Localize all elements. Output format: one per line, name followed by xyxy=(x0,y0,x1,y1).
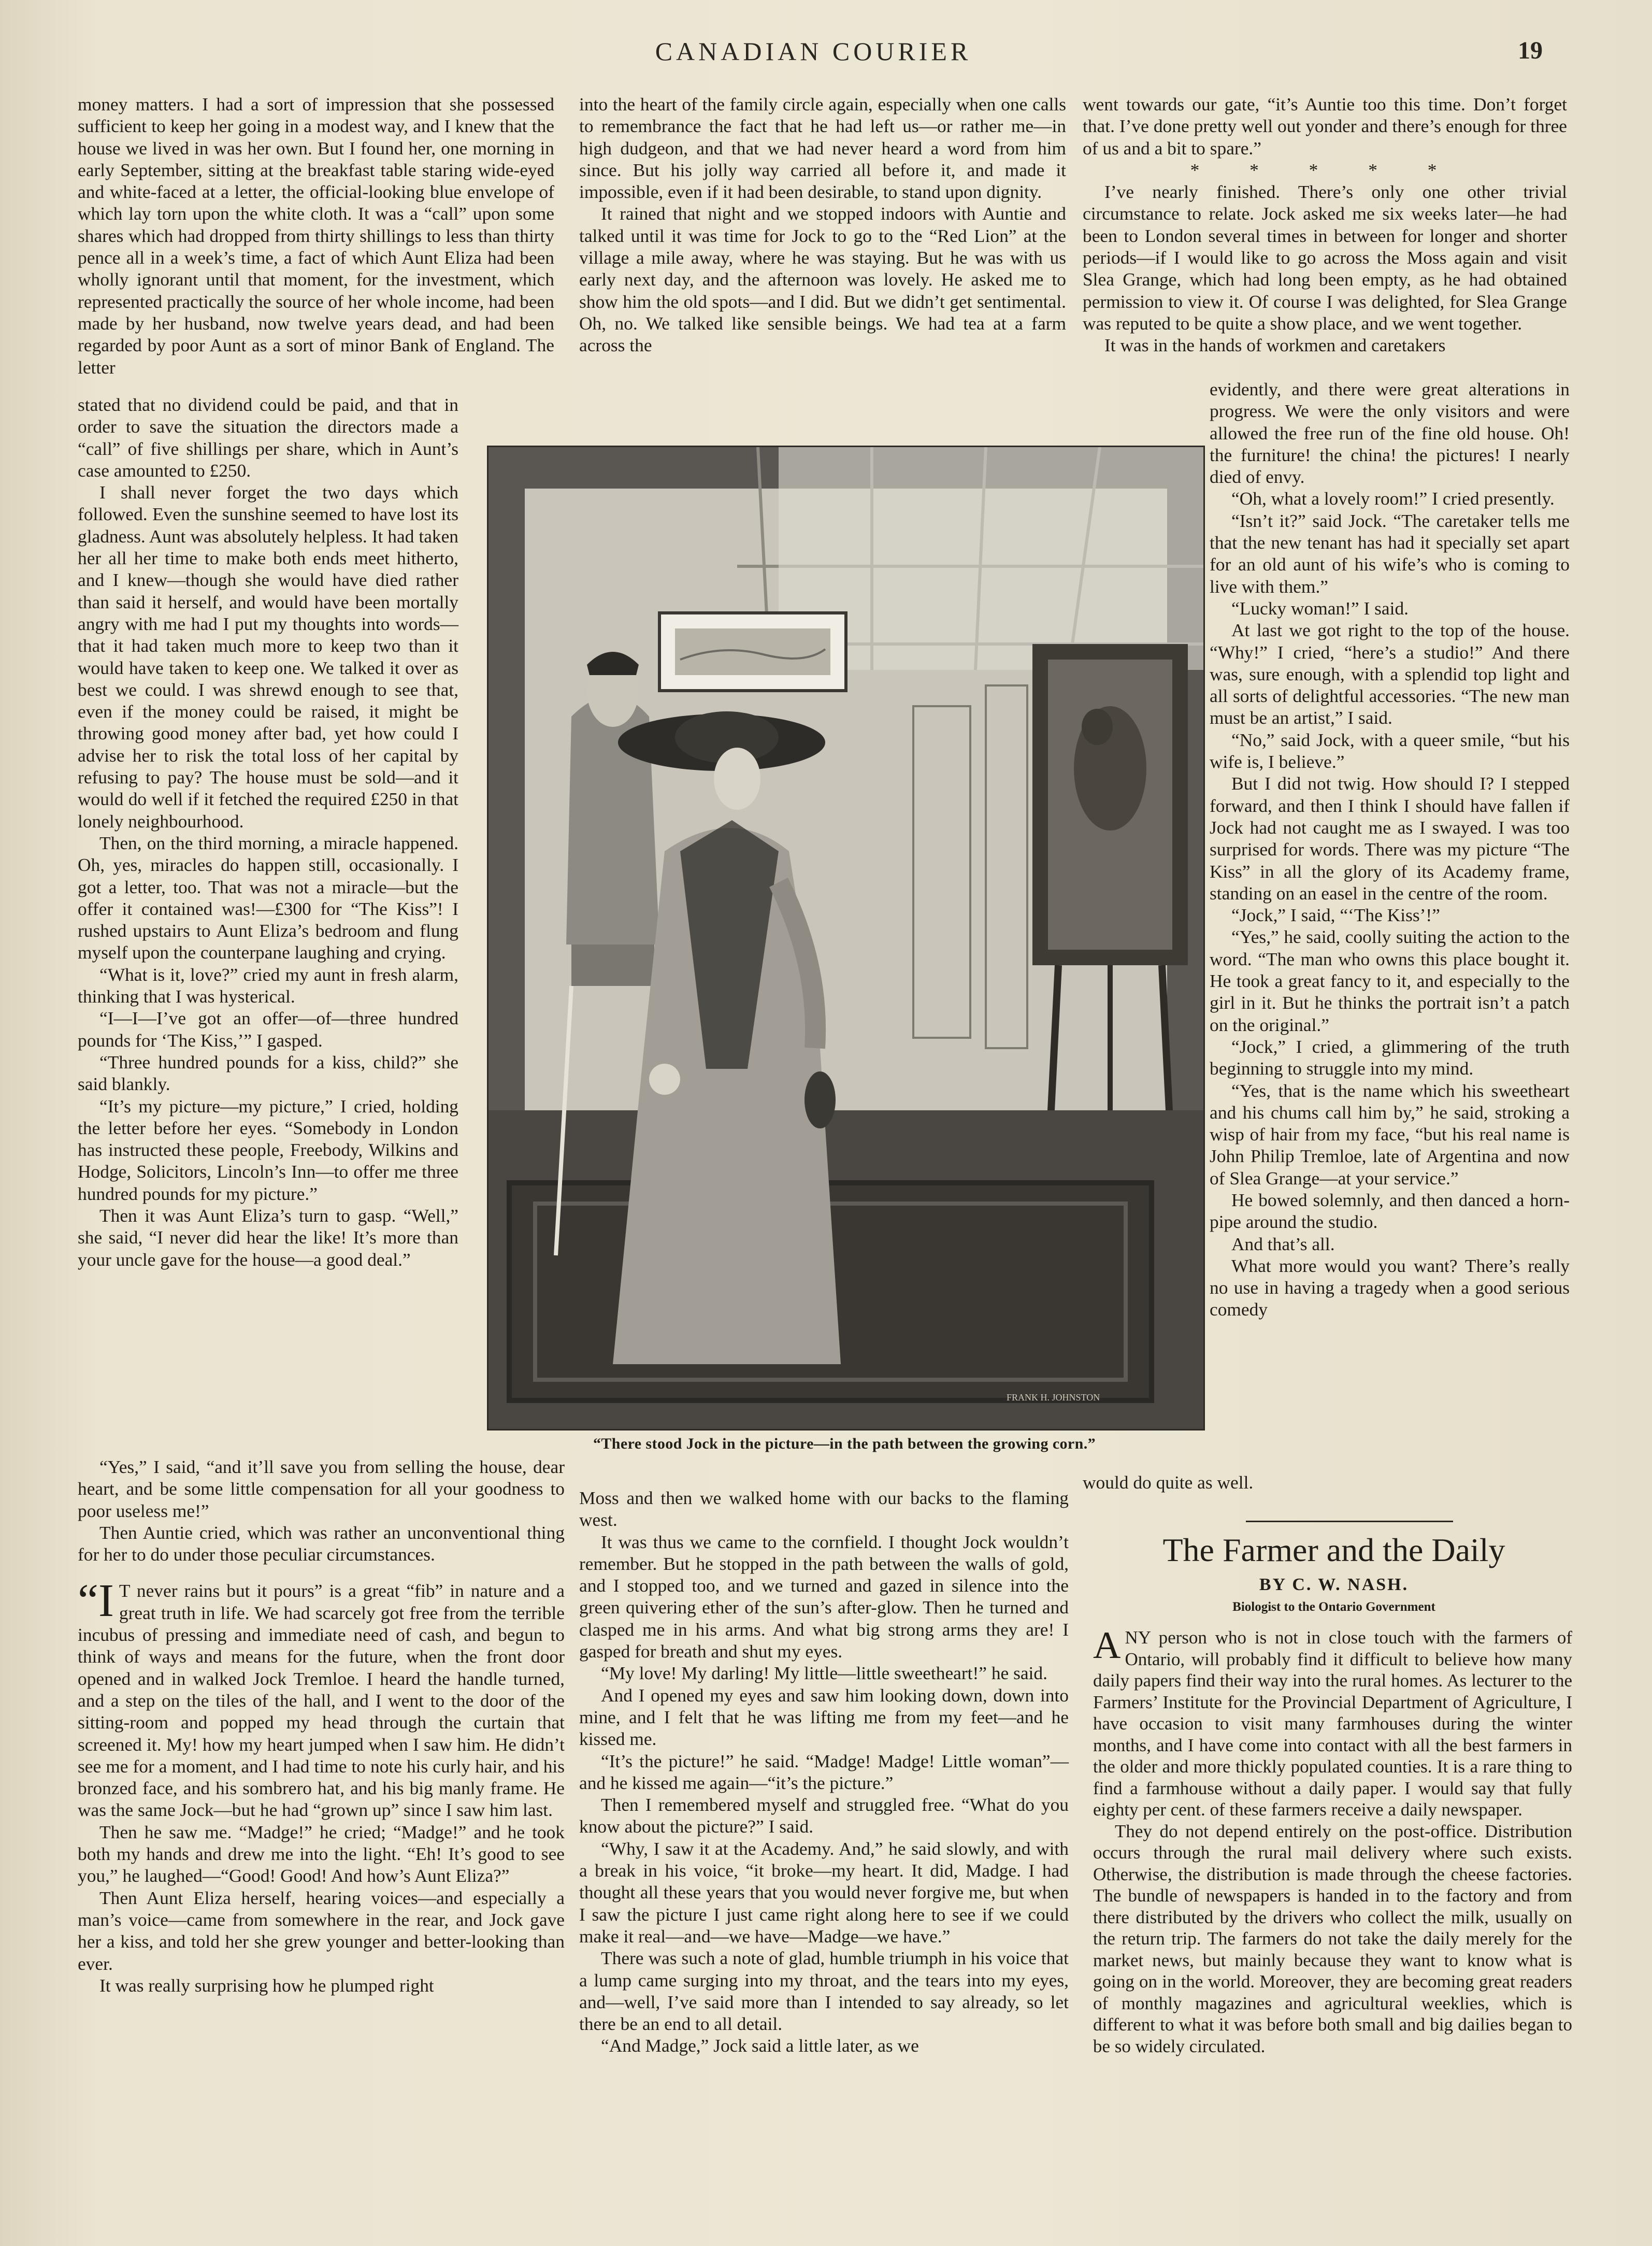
paragraph: “Isn’t it?” said Jock. “The caretaker tells me that the new tenant has had it specially set apart for an old aunt of his wife’s who is coming to live with them.” xyxy=(1210,510,1570,597)
story-column-2-bottom xyxy=(579,1487,1069,2150)
paragraph: evidently, and there were great alterations in progress. We were the only visitors and were allowed the free run of the fine old house. Oh! the furniture! the china! the pictures! I nearly died of envy. xyxy=(1210,379,1570,488)
paragraph: “Yes,” he said, coolly suiting the action to the word. “The man who owns this place bought it. He took a great fancy to it, and especially to the girl in it. But he thinks the portrait isn’t a patch on the original.” xyxy=(1210,926,1570,1035)
publication-title: CANADIAN COURIER xyxy=(655,37,972,66)
paragraph: And I opened my eyes and saw him looking down, down into mine, and I felt that he was lifting me from my feet—and he kissed me. xyxy=(579,1684,1069,1750)
story-column-1-middle xyxy=(78,394,458,1456)
paragraph: “Three hundred pounds for a kiss, child?” she said blankly. xyxy=(78,1051,458,1095)
paragraph: What more would you want? There’s really no use in having a tragedy when a good serious comedy xyxy=(1210,1255,1570,1320)
section-opening-paragraph xyxy=(78,1575,565,1821)
paragraph-text: NY person who is not in close touch with the farmers of Ontario, will probably find it difficult to believe how many daily papers find their way into the rural homes. As lecturer to the Farmers’ Institute for the Provincial Department of Agriculture, I have occasion to visit many farmhouses during the winter months, and I have come into contact with all the best farmers in the older and more thickly populated counties. It is a rare thing to find a farmhouse without a daily paper. I would say that fully eighty per cent. of these farmers receive a daily newspaper. xyxy=(1093,1627,1572,1820)
paragraph: Then, on the third morning, a miracle happened. Oh, yes, miracles do happen still, occasionally. I got a letter, too. That was not a miracle—but the offer it contained was!—£300 for “The Kiss”! I rushed upstairs to Aunt Eliza’s bedroom and flung myself upon the counterpane laughing and crying. xyxy=(78,832,458,963)
story-column-2-top xyxy=(579,93,1066,404)
paragraph: would do quite as well. xyxy=(1083,1472,1254,1493)
paragraph: And that’s all. xyxy=(1231,1233,1335,1254)
story-column-1-bottom xyxy=(78,1456,565,2145)
article-divider xyxy=(1246,1521,1453,1522)
article-author-credential: Biologist to the Ontario Government xyxy=(1232,1600,1435,1614)
paragraph: money matters. I had a sort of impression that she possessed sufficient to keep her going in a modest way, and I knew that the house we lived in was her own. But I found her, one morning in early September, sitting at the breakfast table staring wide-eyed and white-faced at a letter, the official-looking blue envelope of which lay torn upon the white cloth. It was a “call” upon some shares which had dropped from thirty shillings to less than thirty pence all in a week’s time, a fact of which Aunt Eliza had been wholly ignorant until that moment, for the investment, which represented practically the source of her whole income, had been made by her husband, now twelve years dead, and had been regarded by poor Aunt as a sort of minor Bank of England. The letter xyxy=(78,94,554,378)
story-column-3-end xyxy=(1083,1471,1572,1534)
paragraph: “Lucky woman!” I said. xyxy=(1231,597,1409,619)
story-column-3-top xyxy=(1083,93,1567,383)
drop-cap: A xyxy=(1093,1624,1121,1667)
paragraph: “What is it, love?” cried my aunt in fresh alarm, thinking that I was hysterical. xyxy=(78,964,458,1007)
story-column-1-top xyxy=(78,93,554,394)
paragraph: It rained that night and we stopped indoors with Auntie and talked until it was time for Jock to go to the “Red Lion” at the village a mile away, where he was staying. But he was with us early next day, and the afternoon was lovely. He asked me to show him the old spots—and I did. But we didn’t get sentimental. Oh, no. We talked like sensible beings. We had tea at a farm across the xyxy=(579,203,1066,356)
large-opening-quote: “I xyxy=(78,1575,114,1627)
paragraph: It was thus we came to the cornfield. I thought Jock wouldn’t remember. But he stopped in the path between the walls of gold, and I stopped too, and we turned and gazed in silence into the green quivering ether of the sun’s after-glow. Then he turned and clasped me in his arms. And what big strong arms they are! I gasped for breath and shut my eyes. xyxy=(579,1531,1069,1662)
paragraph: Moss and then we walked home with our backs to the flaming west. xyxy=(579,1487,1069,1530)
paragraph: “It’s the picture!” he said. “Madge! Madge! Little woman”—and he kissed me again—“it’s the picture.” xyxy=(579,1750,1069,1793)
article-body xyxy=(1093,1624,1572,2155)
paragraph: It was really surprising how he plumped right xyxy=(99,1975,434,1996)
paragraph: went towards our gate, “it’s Auntie too this time. Don’t forget that. I’ve done pretty well out yonder and there’s enough for three of us and a bit to spare.” xyxy=(1083,94,1567,159)
paragraph-text: T never rains but it pours” is a great “fib” in nature and a great truth in life. We had scarcely got free from the terrible incubus of pressing and immediate need of cash, and begun to think of ways and means for the future, when the front door opened and in walked Jock Tremloe. I heard the handle turned, and a step on the tiles of the hall, and I went to the door of the sitting-room and popped my head through the curtain that screened it. My! how my heart jumped when I saw him. He didn’t see me for a moment, and I had time to note his curly hair, and his bronzed face, and his sombrero hat, and his big manly frame. He was the same Jock—but he had “grown up” since I saw him last. xyxy=(78,1580,565,1821)
paragraph: “My love! My darling! My little—little sweetheart!” he said. xyxy=(601,1663,1047,1684)
page-header xyxy=(0,36,1652,78)
paragraph: I’ve nearly finished. There’s only one other trivial circumstance to relate. Jock asked me six weeks later—he had been to London several times in between for longer and shorter periods—if I would like to go across the Moss again and visit Slea Grange, which had long been empty, as he had obtained permission to view it. Of course I was delighted, for Slea Grange was reputed to be quite a show place, and we went together. xyxy=(1083,181,1567,334)
story-column-3-middle xyxy=(1210,378,1570,1471)
paragraph: It was in the hands of workmen and caretakers xyxy=(1104,335,1446,356)
paragraph: At last we got right to the top of the house. “Why!” I cried, “here’s a studio!” And there was, sure enough, with a splendid top light and all sorts of delightful accessories. “The new man must be an artist,” I said. xyxy=(1210,620,1570,728)
paragraph: “It’s my picture—my picture,” I cried, holding the letter before her eyes. “Somebody in London has instructed these people, Freebody, Wilkins and Hodge, Solicitors, Lincoln’s Inn—to offer me three hundred pounds for my picture.” xyxy=(78,1095,458,1204)
paragraph: There was such a note of glad, humble triumph in his voice that a lump came surging into my throat, and the tears into my eyes, and—well, I’ve said more than I intended to say already, so let there be an end to all detail. xyxy=(579,1948,1069,2035)
paragraph: “And Madge,” Jock said a little later, as we xyxy=(601,2035,919,2056)
paragraph: “No,” said Jock, with a queer smile, “but his wife is, I believe.” xyxy=(1210,729,1570,772)
article-first-paragraph xyxy=(1093,1624,1572,1821)
paragraph: I shall never forget the two days which followed. Even the sunshine seemed to have lost its gladness. Aunt was absolutely helpless. It had taken her all her time to make both ends meet hitherto, and I knew—though she would have died rather than said it herself, and would have been mortally angry with me had I put my thoughts into words—that it had taken much more to keep two than it would have taken to keep one. We talked it over as best we could. I was shrewd enough to see that, even if the money could be raised, it might be throwing good money after bad, yet how could I advise her to risk the total loss of her capital by refusing to pay? The house must be sold—and it would do well if it fetched the required £250 in that lonely neighbourhood. xyxy=(78,482,458,832)
paragraph: “Why, I saw it at the Academy. And,” he said slowly, and with a break in his voice, “it broke—my heart. It did, Madge. I had thought all these years that you would never forgive me, but when I saw the picture I just came right along here to see if we could make it real—and—we have—Madge—we have.” xyxy=(579,1838,1069,1947)
article-title: The Farmer and the Daily xyxy=(1162,1532,1505,1568)
illustrator-signature: FRANK H. JOHNSTON xyxy=(1007,1392,1100,1403)
paragraph: stated that no dividend could be paid, and that in order to save the situation the directors made a “call” of five shillings per share, which in Aunt’s case amounted to £250. xyxy=(78,394,458,481)
paragraph: “Yes, that is the name which his sweetheart and his chums call him by,” he said, stroking a wisp of hair from my face, “but his real name is John Philip Tremloe, late of Argentina and now of Slea Grange—at your service.” xyxy=(1210,1080,1570,1189)
paragraph: “Oh, what a lovely room!” I cried presently. xyxy=(1231,488,1555,509)
paragraph: Then Auntie cried, which was rather an unconventional thing for her to do under those peculiar circumstances. xyxy=(78,1522,565,1565)
page-number: 19 xyxy=(1518,37,1543,64)
paragraph: “Yes,” I said, “and it’ll save you from selling the house, dear heart, and be some little compensation for all your goodness to poor useless me!” xyxy=(78,1456,565,1521)
paragraph: But I did not twig. How should I? I stepped forward, and then I think I should have fallen if Jock had not caught me as I swayed. I was too surprised for words. There was my picture “The Kiss” in all the glory of its Academy frame, standing on an easel in the centre of the room. xyxy=(1210,773,1570,904)
paragraph: Then it was Aunt Eliza’s turn to gasp. “Well,” she said, “I never did hear the like! It’s more than your uncle gave for the house—a good deal.” xyxy=(78,1205,458,1270)
illustration-drawing xyxy=(489,447,1203,1429)
paragraph: They do not depend entirely on the post-office. Distribution occurs through the rural mail delivery where such exists. Otherwise, the distribution is made through the cheese factories. The bundle of newspapers is handed in to the factory and from there distributed by the drivers who collect the milk, usually on the return trip. The farmers do not take the daily merely for the market news, but mainly because they want to know what is going on in the world. Moreover, they are becoming great readers of monthly magazines and agricultural weeklies, which is different to what it was before both small and big dailies began to be so widely circulated. xyxy=(1093,1821,1572,2056)
section-break-stars: * * * * * xyxy=(1190,159,1460,180)
paragraph: “I—I—I’ve got an offer—of—three hundred pounds for ‘The Kiss,’” I gasped. xyxy=(78,1008,458,1051)
paragraph: into the heart of the family circle again, especially when one calls to remembrance the fact that he had left us—or rather me—in high dudgeon, and that we had never heard a word from him since. But his jolly way carried all before it, and made it impossible, even if it had been desirable, to stand upon dignity. xyxy=(579,94,1066,203)
article-byline: BY C. W. NASH. xyxy=(1259,1575,1409,1594)
paragraph: “Jock,” I cried, a glimmering of the truth beginning to struggle into my mind. xyxy=(1210,1036,1570,1079)
paragraph: He bowed solemnly, and then danced a horn-pipe around the studio. xyxy=(1210,1189,1570,1233)
story-illustration xyxy=(487,446,1205,1430)
paragraph: Then Aunt Eliza herself, hearing voices—and especially a man’s voice—came from somewhere in the rear, and Jock gave her a kiss, and told her she grew younger and better-looking than ever. xyxy=(78,1887,565,1974)
paragraph: Then I remembered myself and struggled free. “What do you know about the picture?” I said. xyxy=(579,1794,1069,1837)
paragraph: “Jock,” I said, “‘The Kiss’!” xyxy=(1231,905,1440,926)
illustration-caption: “There stood Jock in the picture—in the path between the growing corn.” xyxy=(593,1435,1096,1452)
paragraph: Then he saw me. “Madge!” he cried; “Madge!” and he took both my hands and drew me into the light. “Eh! It’s good to see you,” he laughed—“Good! Good! And how’s Aunt Eliza?” xyxy=(78,1821,565,1886)
